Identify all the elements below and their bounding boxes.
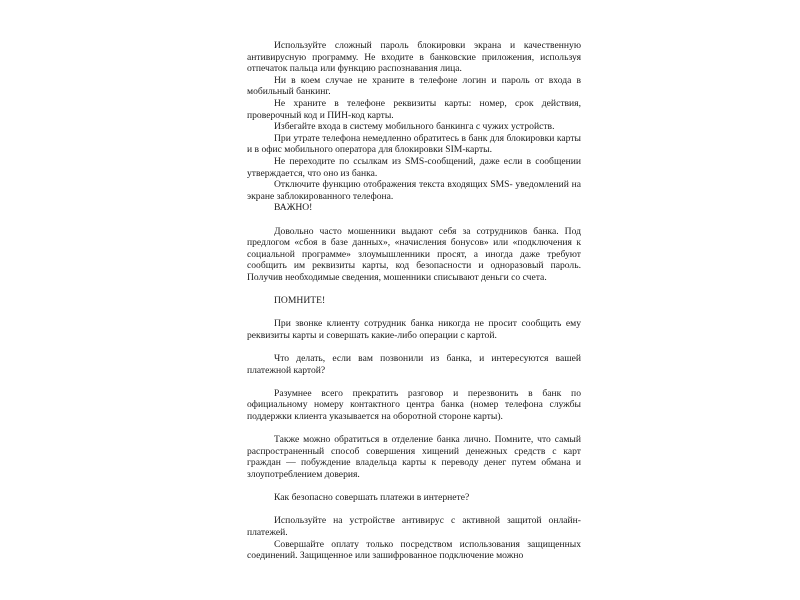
paragraph-call-back: Разумнее всего прекратить разговор и перезвонить в банк по официальному номеру контактного центра банка (номер телефона службы поддержки клиента указывается на оборотной стороне карты). bbox=[247, 387, 581, 422]
paragraph-antivirus: Используйте на устройстве антивирус с активной защитой онлайн-платежей. bbox=[247, 515, 581, 538]
heading-remember: ПОМНИТЕ! bbox=[274, 295, 326, 307]
document-body bbox=[247, 40, 581, 562]
paragraph-foreign-devices: Избегайте входа в систему мобильного банкинга с чужих устройств. bbox=[274, 121, 555, 133]
paragraph-no-login-storage: Ни в коем случае не храните в телефоне логин и пароль от входа в мобильный банкинг. bbox=[247, 74, 581, 98]
paragraph-no-card-details: Не храните в телефоне реквизиты карты: номер, срок действия, проверочный код и ПИН-код карты. bbox=[247, 97, 581, 121]
paragraph-screen-lock: Используйте сложный пароль блокировки экрана и качественную антивирусную программу. Не входите в банковские приложения, используя отпечаток пальца или функцию распознавания лица. bbox=[247, 40, 581, 75]
paragraph-fraud-warning: Довольно часто мошенники выдают себя за сотрудников банка. Под предлогом «сбоя в базе данных», «начисления бонусов» или «подключения к социальной программе» злоумышленники просят, а иногда даже требуют сообщить им реквизиты карты, код безопасности и одноразовый пароль. Получив необходимые сведения, мошенники списывают деньги со счета. bbox=[247, 225, 581, 283]
question-bank-call: Что делать, если вам позвонили из банка, и интересуются вашей платежной картой? bbox=[247, 353, 581, 376]
heading-important: ВАЖНО! bbox=[274, 202, 313, 214]
paragraph-bank-never-asks: При звонке клиенту сотрудник банка никогда не просит сообщить ему реквизиты карты и совершать какие-либо операции с картой. bbox=[247, 318, 581, 341]
paragraph-sms-preview: Отключите функцию отображения текста входящих SMS- уведомлений на экране заблокированного телефона. bbox=[247, 179, 581, 202]
paragraph-sms-links: Не переходите по ссылкам из SMS-сообщений, даже если в сообщении утверждается, что оно из банка. bbox=[247, 155, 581, 179]
paragraph-phone-loss: При утрате телефона немедленно обратитесь в банк для блокировки карты и в офис мобильного оператора для блокировки SIM-карты. bbox=[247, 132, 581, 156]
paragraph-secure-connection: Совершайте оплату только посредством использования защищенных соединений. Защищенное или зашифрованное подключение можно bbox=[247, 538, 581, 562]
question-safe-payments: Как безопасно совершать платежи в интернете? bbox=[274, 492, 470, 504]
paragraph-visit-branch: Также можно обратиться в отделение банка лично. Помните, что самый распространенный способ совершения хищений денежных средств с карт граждан — побуждение владельца карты к переводу денег путем обмана и злоупотреблением доверия. bbox=[247, 434, 581, 480]
